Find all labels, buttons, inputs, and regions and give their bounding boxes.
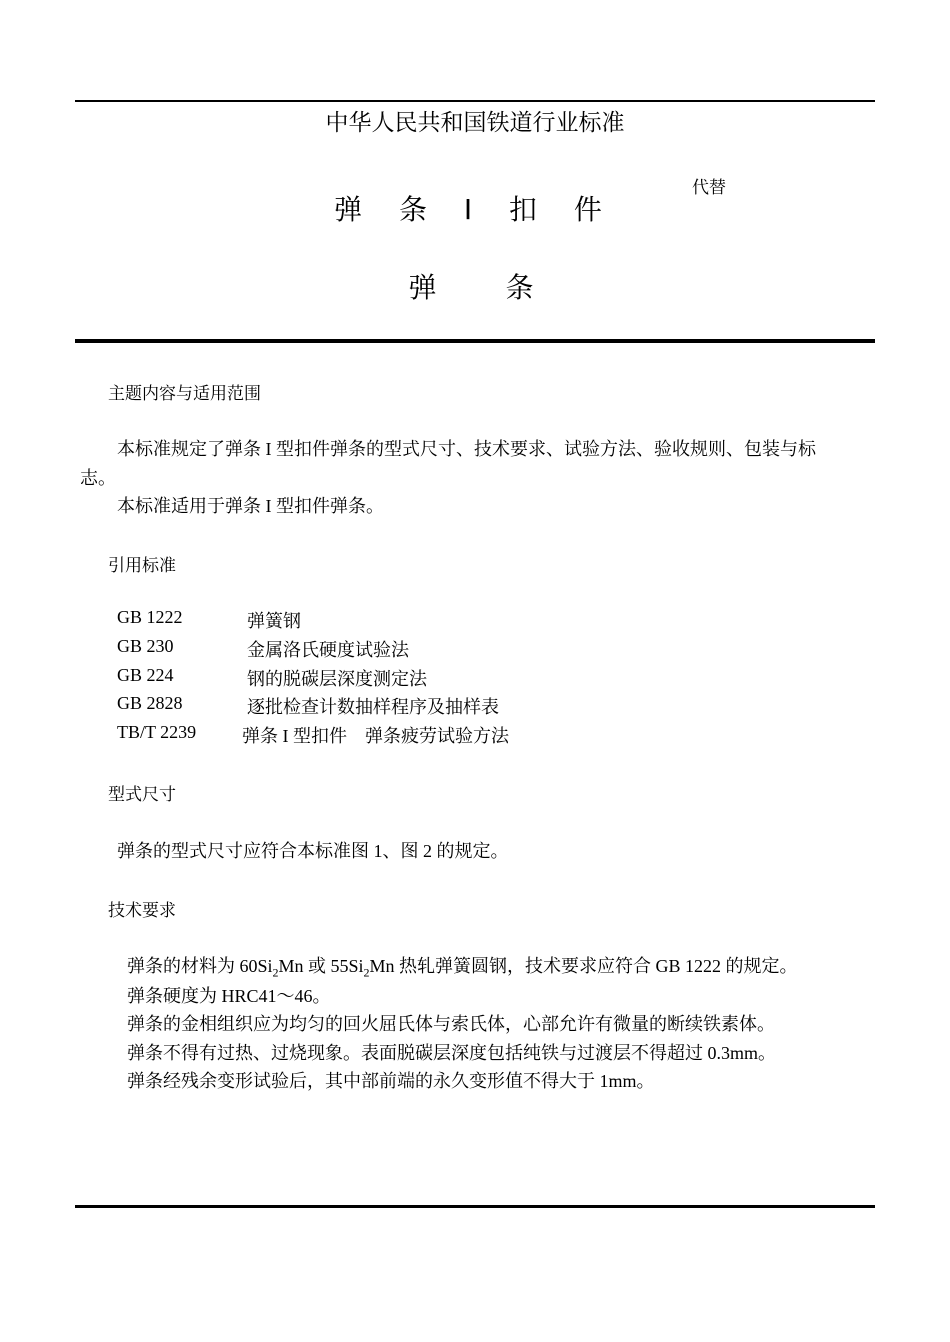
reference-code: GB 230 [117, 636, 174, 656]
section-heading-requirements: 技术要求 [108, 901, 176, 921]
material-paragraph [127, 952, 798, 981]
header-rule [75, 339, 875, 343]
reference-code: GB 224 [117, 665, 174, 685]
reference-title: 钢的脱碳层深度测定法 [247, 669, 427, 689]
dimensions-paragraph: 弹条的型式尺寸应符合本标准图 1、图 2 的规定。 [117, 841, 509, 861]
reference-title: 金属洛氏硬度试验法 [247, 640, 409, 660]
decarburization-paragraph: 弹条不得有过热、过烧现象。表面脱碳层深度包括纯铁与过渡层不得超过 0.3mm。 [127, 1043, 776, 1063]
reference-code: GB 2828 [117, 693, 183, 713]
reference-code: GB 1222 [117, 607, 183, 627]
document-title: 弹 条 Ⅰ 扣 件 [334, 193, 616, 226]
issuing-organization: 中华人民共和国铁道行业标准 [325, 110, 625, 136]
reference-code: TB/T 2239 [117, 722, 197, 742]
material-text-part: 弹条的材料为 60Si [127, 956, 273, 976]
footer-rule [75, 1205, 875, 1208]
reference-title: 弹条 I 型扣件 弹条疲劳试验方法 [242, 726, 509, 746]
scope-paragraph-1-cont: 志。 [80, 468, 116, 488]
subscript: 2 [272, 965, 279, 980]
material-text-part: Mn 或 55Si [278, 956, 364, 976]
document-subtitle: 弹 条 [408, 271, 564, 304]
deformation-paragraph: 弹条经残余变形试验后，其中部前端的永久变形值不得大于 1mm。 [127, 1071, 655, 1091]
subscript: 2 [363, 965, 370, 980]
reference-title: 逐批检查计数抽样程序及抽样表 [247, 697, 499, 717]
reference-title: 弹簧钢 [247, 611, 301, 631]
hardness-paragraph: 弹条硬度为 HRC41～46。 [127, 986, 331, 1006]
scope-paragraph-1: 本标准规定了弹条 I 型扣件弹条的型式尺寸、技术要求、试验方法、验收规则、包装与标 [117, 439, 816, 459]
section-heading-scope: 主题内容与适用范围 [108, 384, 261, 404]
scope-paragraph-2: 本标准适用于弹条 I 型扣件弹条。 [117, 496, 384, 516]
section-heading-references: 引用标准 [108, 556, 176, 576]
top-rule [75, 100, 875, 102]
microstructure-paragraph: 弹条的金相组织应为均匀的回火屈氏体与索氏体，心部允许有微量的断续铁素体。 [127, 1014, 775, 1034]
replaces-label: 代替 [692, 178, 726, 198]
material-text-part: Mn 热轧弹簧圆钢，技术要求应符合 GB 1222 的规定。 [369, 956, 798, 976]
section-heading-dimensions: 型式尺寸 [108, 785, 176, 805]
